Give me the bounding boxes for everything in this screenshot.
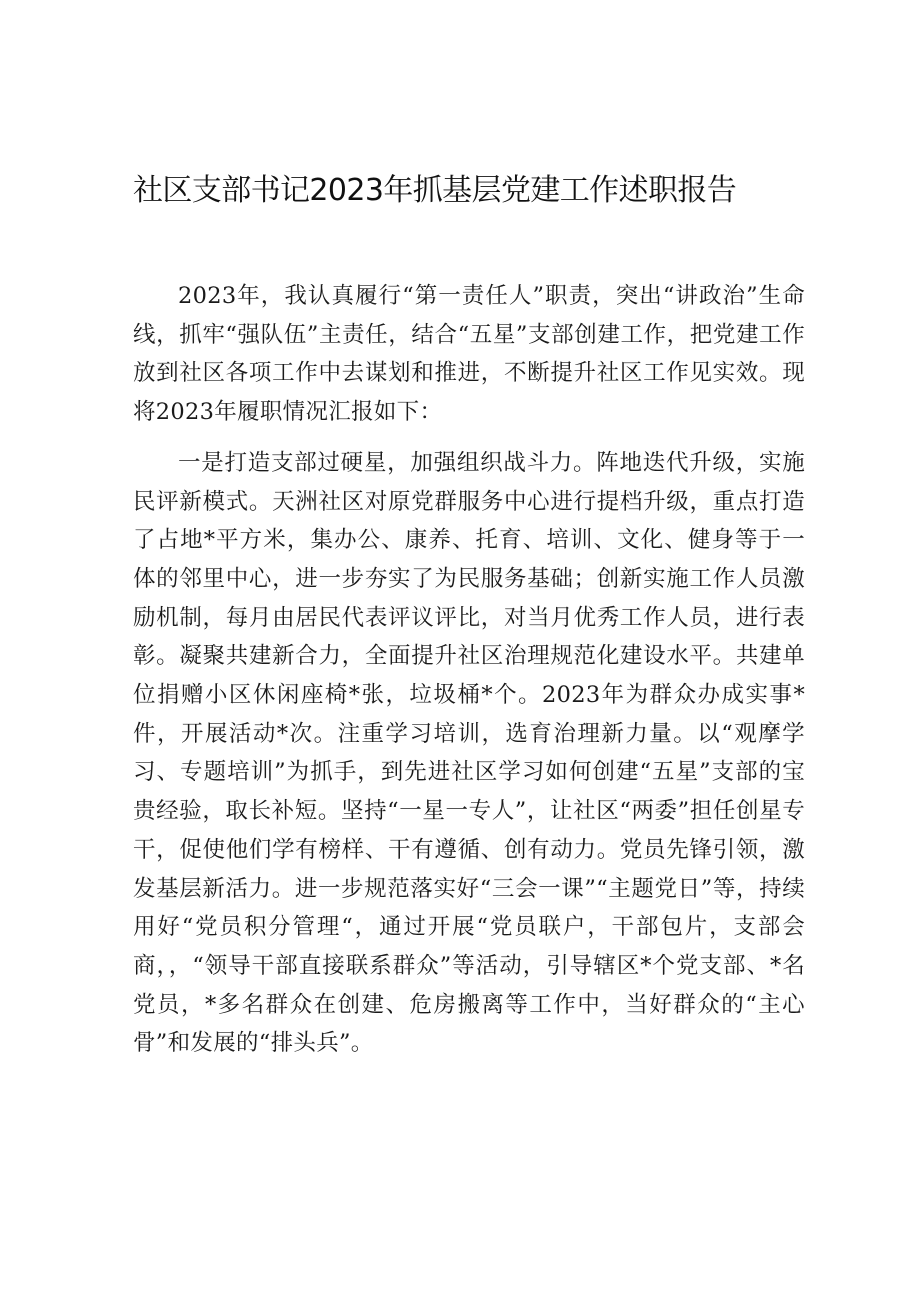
intro-paragraph: 2023年，我认真履行“第一责任人”职责，突出“讲政治”生命线，抓牢“强队伍”主责任，结合“五星”支部创建工作，把党建工作放到社区各项工作中去谋划和推进，不断提升社区工作见实效。现将2023年履职情况汇报如下： — [133, 283, 805, 426]
document-title: 社区支部书记2023年抓基层党建工作述职报告 — [133, 173, 737, 208]
document-body — [133, 277, 805, 1075]
body-paragraph: 一是打造支部过硬星，加强组织战斗力。阵地迭代升级，实施民评新模式。天洲社区对原党群服务中心进行提档升级，重点打造了占地*平方米，集办公、康养、托育、培训、文化、健身等于一体的邻里中心，进一步夯实了为民服务基础；创新实施工作人员激励机制，每月由居民代表评议评比，对当月优秀工作人员，进行表彰。凝聚共建新合力，全面提升社区治理规范化建设水平。共建单位捐赠小区休闲座椅*张，垃圾桶*个。2023年为群众办成实事*件，开展活动*次。注重学习培训，选育治理新力量。以“观摩学习、专题培训”为抓手，到先进社区学习如何创建“五星”支部的宝贵经验，取长补短。坚持“一星一专人”，让社区“两委”担任创星专干，促使他们学有榜样、干有遵循、创有动力。党员先锋引领，激发基层新活力。进一步规范落实好“三会一课”“主题党日”等，持续用好“党员积分管理“，通过开展“党员联户，干部包片，支部会商，，“领导干部直接联系群众”等活动，引导辖区*个党支部、*名党员，*多名群众在创建、危房搬离等工作中，当好群众的“主心骨”和发展的“排头兵”。 — [133, 449, 805, 1057]
